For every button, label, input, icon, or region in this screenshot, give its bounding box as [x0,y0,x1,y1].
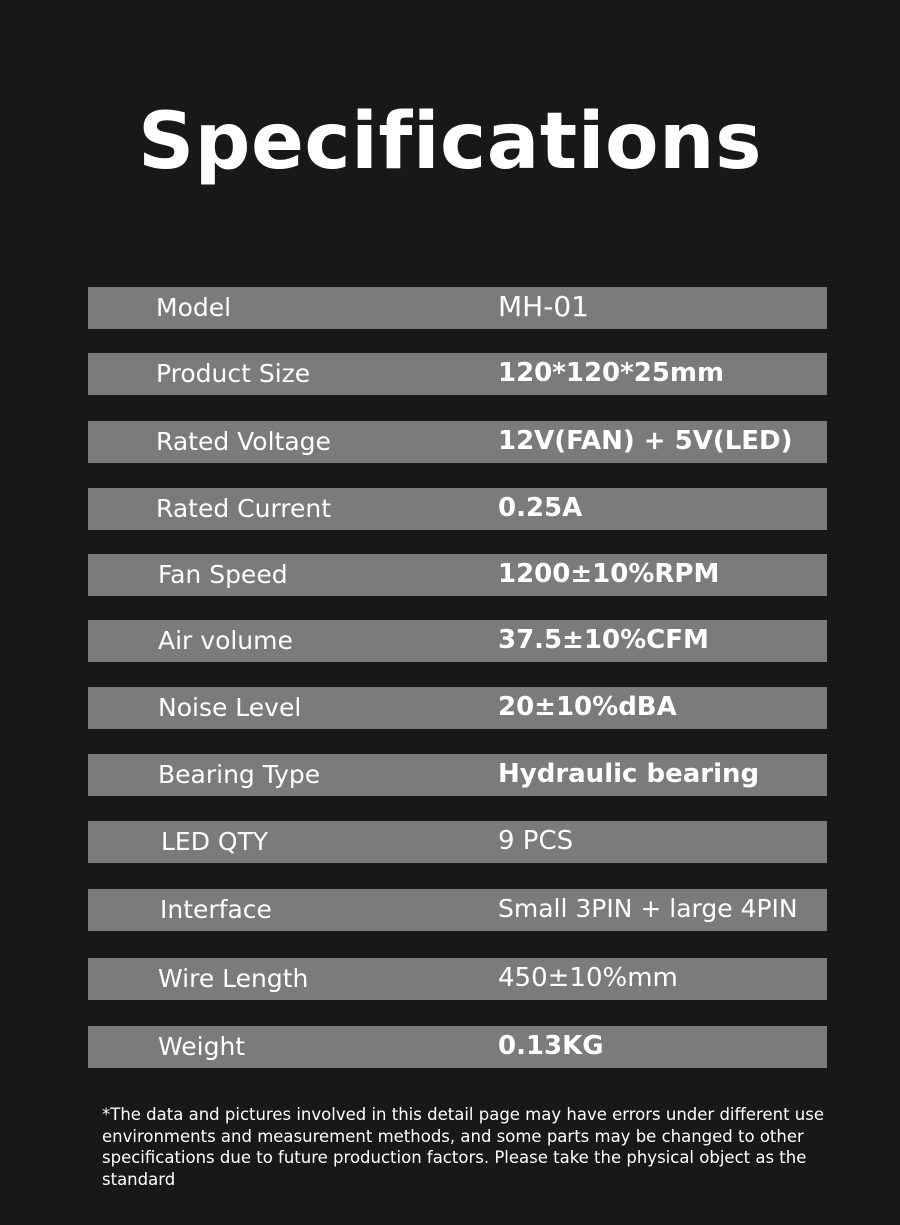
spec-value: 20±10%dBA [498,692,677,722]
spec-row-weight [88,1026,827,1068]
spec-value: 9 PCS [498,826,574,856]
spec-label: Product Size [156,359,311,388]
spec-label: LED QTY [161,827,269,856]
spec-row-rated-current [88,488,827,530]
spec-value: 0.25A [498,493,583,523]
spec-value: 1200±10%RPM [498,559,720,589]
spec-value: Small 3PIN + large 4PIN [498,894,798,923]
spec-value: 120*120*25mm [498,358,725,388]
spec-value: 37.5±10%CFM [498,625,709,655]
spec-value: Hydraulic bearing [498,759,760,789]
spec-label: Rated Voltage [156,427,331,456]
spec-label: Weight [158,1032,246,1061]
page-title: Specifications [138,97,762,187]
spec-label: Rated Current [156,494,332,523]
spec-value: 12V(FAN) + 5V(LED) [498,426,793,456]
spec-value: 450±10%mm [498,963,678,993]
spec-label: Model [156,293,232,322]
spec-label: Interface [160,895,272,924]
spec-row-interface [88,889,827,931]
spec-row-noise-level [88,687,827,729]
spec-label: Wire Length [158,964,309,993]
spec-value: 0.13KG [498,1031,604,1061]
spec-value: MH-01 [498,290,589,323]
spec-label: Fan Speed [158,560,288,589]
spec-label: Bearing Type [158,760,321,789]
spec-label: Noise Level [158,693,302,722]
spec-row-product-size [88,353,827,395]
spec-row-led-qty [88,821,827,863]
spec-row-rated-voltage [88,421,827,463]
spec-label: Air volume [158,626,293,655]
spec-row-air-volume [88,620,827,662]
spec-row-fan-speed [88,554,827,596]
spec-row-bearing-type [88,754,827,796]
disclaimer-footnote: *The data and pictures involved in this detail page may have errors under different use environments and measurement methods, and some parts may be changed to other specifications due to future production factors. Please take the physical object as the standard [102,1105,824,1189]
spec-row-model [88,287,827,329]
spec-row-wire-length [88,958,827,1000]
